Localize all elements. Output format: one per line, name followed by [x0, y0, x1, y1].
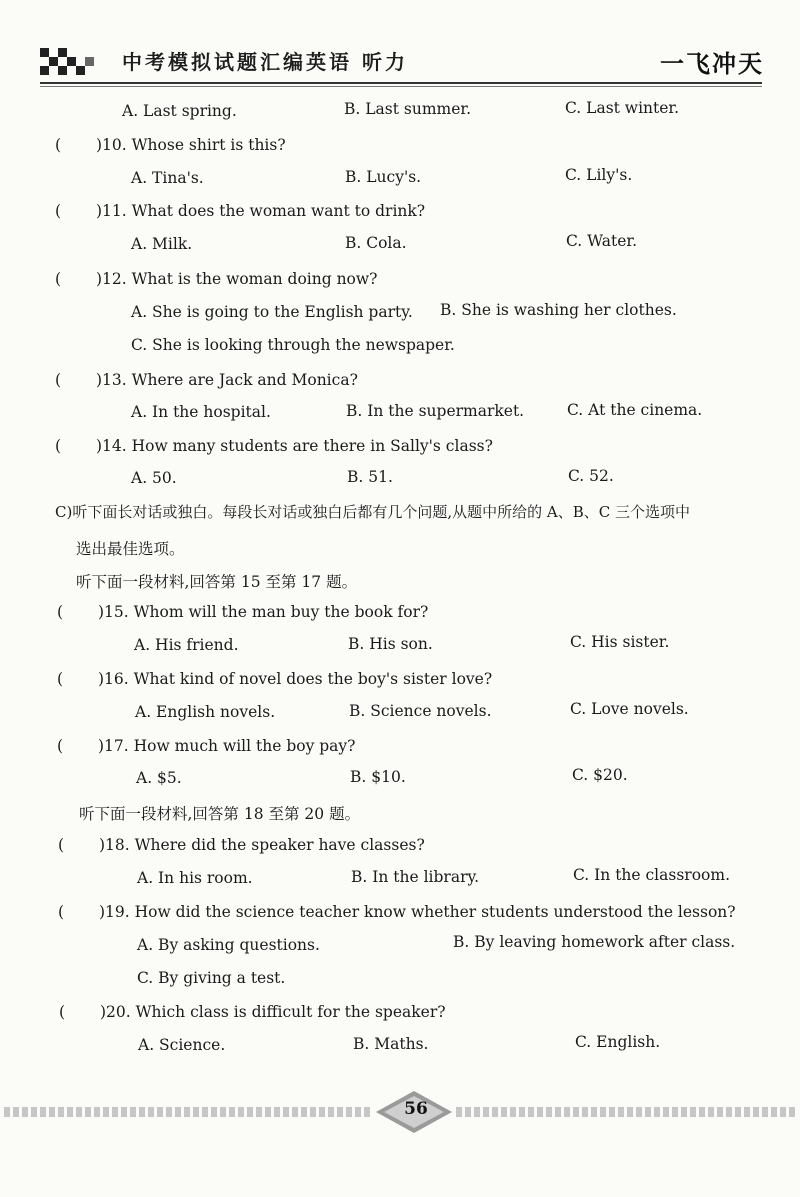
page-number: 56	[404, 1099, 428, 1119]
question-text: )14. How many students are there in Sally's class?	[96, 437, 493, 455]
answer-paren: (	[55, 371, 62, 389]
option-b: B. Cola.	[345, 234, 407, 252]
option-b: B. She is washing her clothes.	[440, 301, 677, 319]
question-text: )12. What is the woman doing now?	[96, 270, 378, 288]
question-text: )17. How much will the boy pay?	[98, 737, 356, 755]
option-b: B. In the supermarket.	[346, 402, 525, 420]
material-heading: 听下面一段材料,回答第 18 至第 20 题。	[79, 805, 361, 823]
option-c: C. $20.	[572, 766, 628, 784]
option-a: A. English novels.	[135, 703, 276, 721]
option-b: B. $10.	[350, 768, 406, 786]
option-b: B. Last summer.	[344, 100, 472, 118]
answer-paren: (	[59, 1003, 66, 1021]
option-c: C. At the cinema.	[567, 401, 703, 419]
answer-paren: (	[55, 202, 62, 220]
material-heading: 听下面一段材料,回答第 15 至第 17 题。	[76, 573, 358, 591]
answer-paren: (	[58, 903, 65, 921]
footer-ornament-right	[456, 1107, 796, 1117]
option-a: A. Milk.	[131, 235, 193, 253]
series-title: 中考模拟试题汇编英语 听力	[122, 50, 408, 74]
option-a: A. His friend.	[134, 636, 239, 654]
option-c: C. His sister.	[570, 633, 670, 651]
answer-paren: (	[55, 136, 62, 154]
answer-paren: (	[57, 603, 64, 621]
option-a: A. Tina's.	[131, 169, 204, 187]
section-instructions: C)听下面长对话或独白。每段长对话或独白后都有几个问题,从题中所给的 A、B、C 三个选项中	[55, 503, 690, 521]
option-b: B. His son.	[348, 635, 433, 653]
question-text: )20. Which class is difficult for the speaker?	[100, 1003, 446, 1021]
option-c: C. Love novels.	[570, 700, 689, 718]
option-c: C. She is looking through the newspaper.	[131, 336, 455, 354]
footer-ornament-left	[4, 1107, 372, 1117]
option-b: B. In the library.	[351, 868, 480, 886]
option-a: A. Last spring.	[122, 102, 237, 120]
option-a: A. Science.	[138, 1036, 226, 1054]
answer-paren: (	[55, 270, 62, 288]
question-text: )13. Where are Jack and Monica?	[96, 371, 358, 389]
question-text: )19. How did the science teacher know whether students understood the lesson?	[99, 903, 736, 921]
option-a: A. In his room.	[137, 869, 253, 887]
option-b: B. Lucy's.	[345, 168, 422, 186]
option-c: C. By giving a test.	[137, 969, 286, 987]
option-b: B. 51.	[347, 468, 393, 486]
option-a: A. By asking questions.	[137, 936, 320, 954]
answer-paren: (	[55, 437, 62, 455]
brand-title: 一飞冲天	[660, 49, 764, 78]
page-footer	[0, 1085, 800, 1145]
option-c: C. In the classroom.	[573, 866, 730, 884]
question-text: )15. Whom will the man buy the book for?	[98, 603, 429, 621]
section-instructions-cont: 选出最佳选项。	[76, 540, 185, 558]
option-c: C. English.	[575, 1033, 661, 1051]
answer-paren: (	[57, 670, 64, 688]
option-b: B. By leaving homework after class.	[453, 933, 736, 951]
option-a: A. In the hospital.	[131, 403, 271, 421]
answer-paren: (	[57, 737, 64, 755]
question-text: )18. Where did the speaker have classes?	[99, 836, 425, 854]
option-b: B. Science novels.	[349, 702, 492, 720]
option-c: C. 52.	[568, 467, 614, 485]
question-text: )10. Whose shirt is this?	[96, 136, 286, 154]
question-text: )11. What does the woman want to drink?	[96, 202, 426, 220]
option-a: A. 50.	[131, 469, 177, 487]
answer-paren: (	[58, 836, 65, 854]
option-c: C. Water.	[566, 232, 638, 250]
option-c: C. Last winter.	[565, 99, 680, 117]
option-b: B. Maths.	[353, 1035, 429, 1053]
option-c: C. Lily's.	[565, 166, 633, 184]
option-a: A. She is going to the English party.	[131, 303, 413, 321]
option-a: A. $5.	[136, 769, 182, 787]
question-text: )16. What kind of novel does the boy's sister love?	[98, 670, 493, 688]
